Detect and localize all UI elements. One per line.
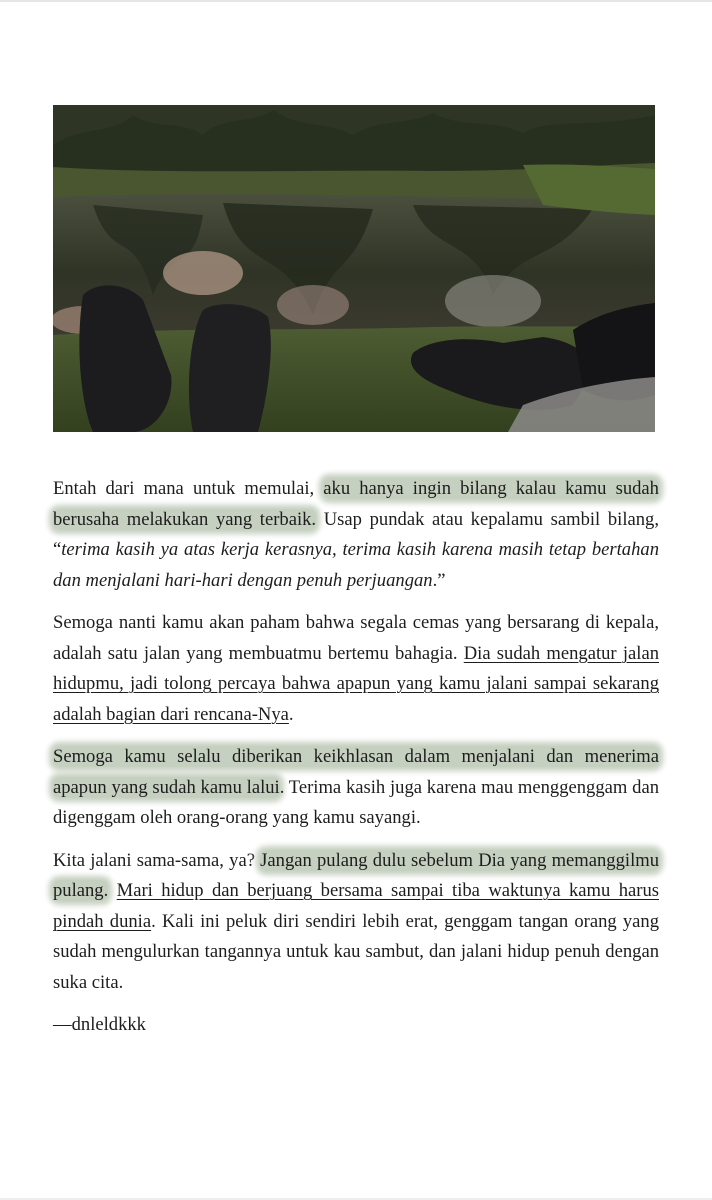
- italic-quote: terima kasih ya atas kerja kerasnya, terima kasih karena masih tetap bertahan dan menjalani hari-hari dengan penuh perjuangan: [53, 539, 659, 591]
- paragraph-4: [53, 846, 659, 999]
- underlined-text: Mari hidup dan berjuang bersama sampai tiba waktunya kamu harus pindah dunia: [53, 880, 659, 932]
- paragraph-4-text: . Kali ini peluk diri sendiri lebih erat, genggam tangan orang yang sudah mengulurkan tangannya untuk kau sambut, dan jalani hidup penuh dengan suka cita.: [53, 910, 659, 993]
- article-body: [53, 474, 659, 1053]
- paragraph-2: [53, 608, 659, 730]
- paragraph-1-text: Usap pundak atau kepalamu sambil bilang, “: [53, 508, 659, 560]
- paragraph-3-text: . Terima kasih juga karena mau menggenggam dan digenggam oleh orang-orang yang kamu sayangi.: [53, 776, 659, 828]
- top-divider: [0, 0, 712, 2]
- paragraph-2-text: Semoga nanti kamu akan paham bahwa segala cemas yang bersarang di kepala, adalah satu jalan yang membuatmu bertemu bahagia.: [53, 612, 659, 664]
- paragraph-1-text: .”: [432, 569, 446, 591]
- signature: —dnleldkkk: [53, 1014, 146, 1035]
- highlighted-text: Jangan pulang dulu sebelum Dia yang memanggilmu pulang.: [53, 849, 659, 901]
- highlighted-text: Semoga kamu selalu diberikan keikhlasan dalam menjalani dan menerima apapun yang sudah kamu lalui: [53, 746, 659, 798]
- paragraph-1: [53, 474, 659, 596]
- underlined-text: Dia sudah mengatur jalan hidupmu, jadi tolong percaya bahwa apapun yang kamu jalani sampai sekarang adalah bagian dari rencana-Nya: [53, 642, 659, 725]
- paragraph-4-text: Kita jalani sama-sama, ya?: [53, 849, 261, 871]
- photo-image: [53, 105, 655, 432]
- paragraph-1-text: Entah dari mana untuk memulai,: [53, 478, 324, 499]
- lake-photo: [53, 105, 655, 432]
- highlighted-text: aku hanya ingin bilang kalau kamu sudah berusaha melakukan yang terbaik.: [53, 478, 659, 530]
- paragraph-3: [53, 742, 659, 834]
- paragraph-2-text: .: [288, 703, 294, 725]
- paragraph-4-text: [108, 880, 116, 901]
